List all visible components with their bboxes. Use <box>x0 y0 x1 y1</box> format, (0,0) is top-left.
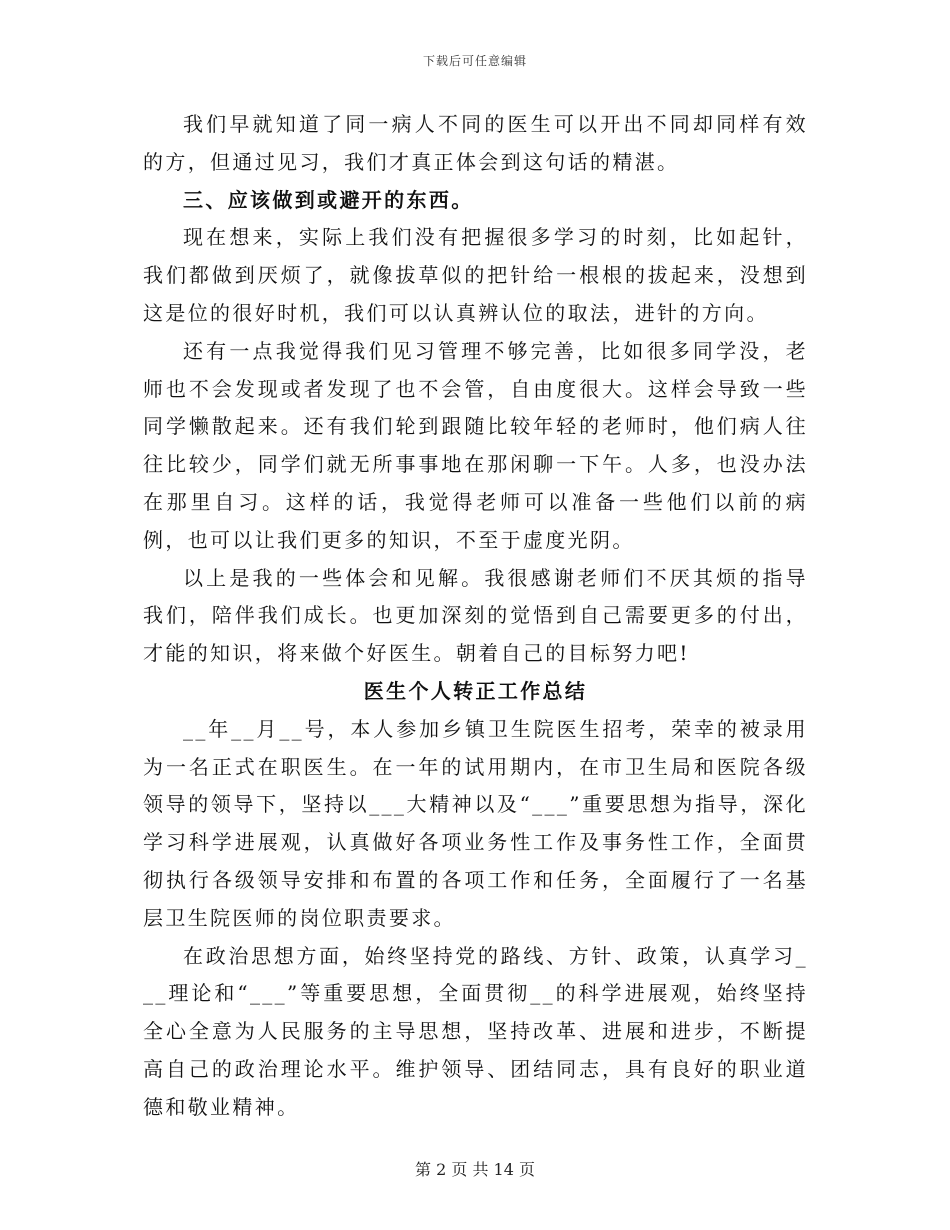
paragraph-needle-removal: 现在想来，实际上我们没有把握很多学习的时刻，比如起针，我们都做到厌烦了，就像拔草似的把针给一根根的拔起来，没想到这是位的很好时机，我们可以认真辨认位的取法，进针的方向。 <box>143 225 808 325</box>
section-heading-three: 三、应该做到或避开的东西。 <box>183 187 474 212</box>
paragraph-prescription: 我们早就知道了同一病人不同的医生可以开出不同却同样有效的方，但通过见习，我们才真正体会到这句话的精湛。 <box>143 112 808 174</box>
paragraph-management: 还有一点我觉得我们见习管理不够完善，比如很多同学没，老师也不会发现或者发现了也不会管，自由度很大。这样会导致一些同学懒散起来。还有我们轮到跟随比较年轻的老师时，他们病人往往比较少，同学们就无所事事地在那闲聊一下午。人多，也没办法在那里自习。这样的话，我觉得老师可以准备一些他们以前的病例，也可以让我们更多的知识，不至于虚度光阴。 <box>143 338 808 552</box>
page-number: 第 2 页 共 14 页 <box>415 1160 535 1179</box>
document-body <box>143 106 808 1127</box>
article-title: 医生个人转正工作总结 <box>363 678 588 703</box>
paragraph-probation: __年__月__号，本人参加乡镇卫生院医生招考，荣幸的被录用为一名正式在职医生。在一年的试用期内，在市卫生局和医院各级领导的领导下，坚持以___大精神以及“___”重要思想为指导，深化学习科学进展观，认真做好各项业务性工作及事务性工作，全面贯彻执行各级领导安排和布置的各项工作和任务，全面履行了一名基层卫生院医师的岗位职责要求。 <box>143 716 808 930</box>
paragraph-political-thought: 在政治思想方面，始终坚持党的路线、方针、政策，认真学习___理论和“___”等重要思想，全面贯彻__的科学进展观，始终坚持全心全意为人民服务的主导思想，坚持改革、进展和进步，不断提高自己的政治理论水平。维护领导、团结同志，具有良好的职业道德和敬业精神。 <box>143 943 808 1119</box>
paragraph-conclusion: 以上是我的一些体会和见解。我很感谢老师们不厌其烦的指导我们，陪伴我们成长。也更加深刻的觉悟到自己需要更多的付出，才能的知识，将来做个好医生。朝着自己的目标努力吧! <box>143 565 808 666</box>
header-note: 下载后可任意编辑 <box>422 54 527 68</box>
